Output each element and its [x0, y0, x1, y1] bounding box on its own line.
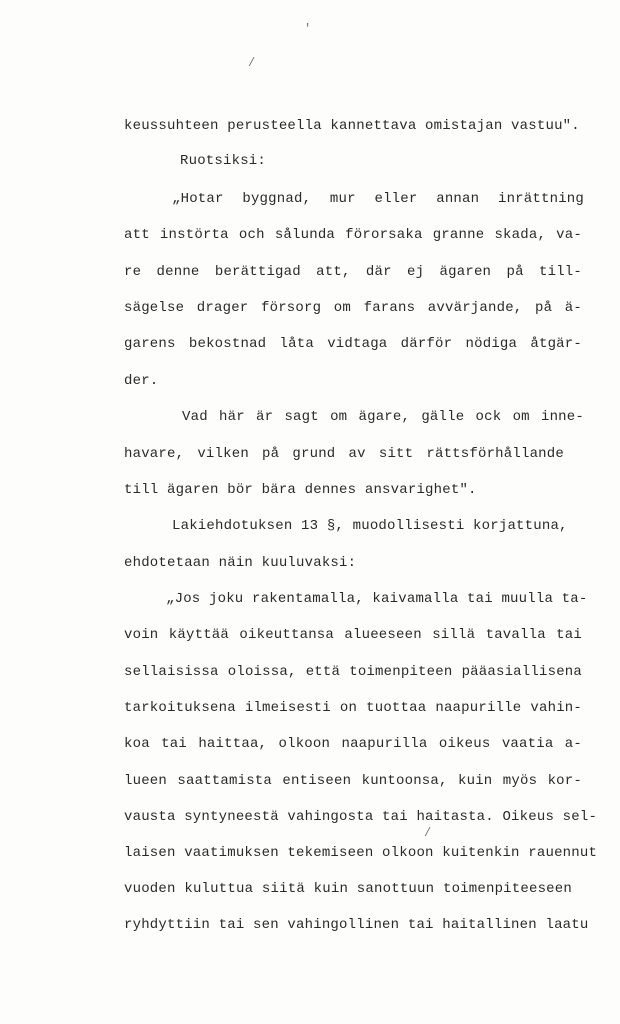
text-line: „Jos joku rakentamalla, kaivamalla tai muulla ta-	[166, 591, 588, 607]
text-line: havare, vilken på grund av sitt rättsförhållande	[124, 446, 564, 462]
text-line: sägelse drager försorg om farans avvärjande, på ä-	[124, 300, 582, 316]
text-line: voin käyttää oikeuttansa alueeseen sillä tavalla tai	[124, 627, 582, 643]
margin-mark: /	[248, 56, 256, 70]
text-line: att instörta och sålunda förorsaka granne skada, va-	[124, 227, 582, 243]
text-line: „Hotar byggnad, mur eller annan inrättning	[172, 191, 584, 207]
text-line: re denne berättigad att, där ej ägaren på till-	[124, 264, 582, 280]
text-line: koa tai haittaa, olkoon naapurilla oikeus vaatia a-	[124, 736, 582, 752]
text-line: sellaisissa oloissa, että toimenpiteen pääasiallisena	[124, 664, 582, 680]
text-line: lueen saattamista entiseen kuntoonsa, kuin myös kor-	[124, 773, 582, 789]
text-line: keussuhteen perusteella kannettava omistajan vastuu".	[124, 118, 580, 134]
margin-mark: /	[424, 826, 432, 840]
text-line: Lakiehdotuksen 13 §, muodollisesti korjattuna,	[172, 518, 568, 534]
margin-mark: '	[304, 22, 312, 36]
text-line: garens bekostnad låta vidtaga därför nödiga åtgär-	[124, 336, 582, 352]
text-line: der.	[124, 373, 159, 389]
text-line: ryhdyttiin tai sen vahingollinen tai haitallinen laatu	[124, 917, 589, 933]
text-line: Ruotsiksi:	[180, 153, 267, 169]
text-line: laisen vaatimuksen tekemiseen olkoon kuitenkin rauennut	[124, 845, 598, 861]
text-line: till ägaren bör bära dennes ansvarighet".	[124, 482, 477, 498]
text-line: ehdotetaan näin kuuluvaksi:	[124, 555, 357, 571]
text-line: tarkoituksena ilmeisesti on tuottaa naapurille vahin-	[124, 700, 582, 716]
text-line: vausta syntyneestä vahingosta tai haitasta. Oikeus sel-	[124, 809, 598, 825]
text-line: vuoden kuluttua siitä kuin sanottuun toimenpiteeseen	[124, 881, 572, 897]
text-line: Vad här är sagt om ägare, gälle ock om inne-	[182, 409, 584, 425]
